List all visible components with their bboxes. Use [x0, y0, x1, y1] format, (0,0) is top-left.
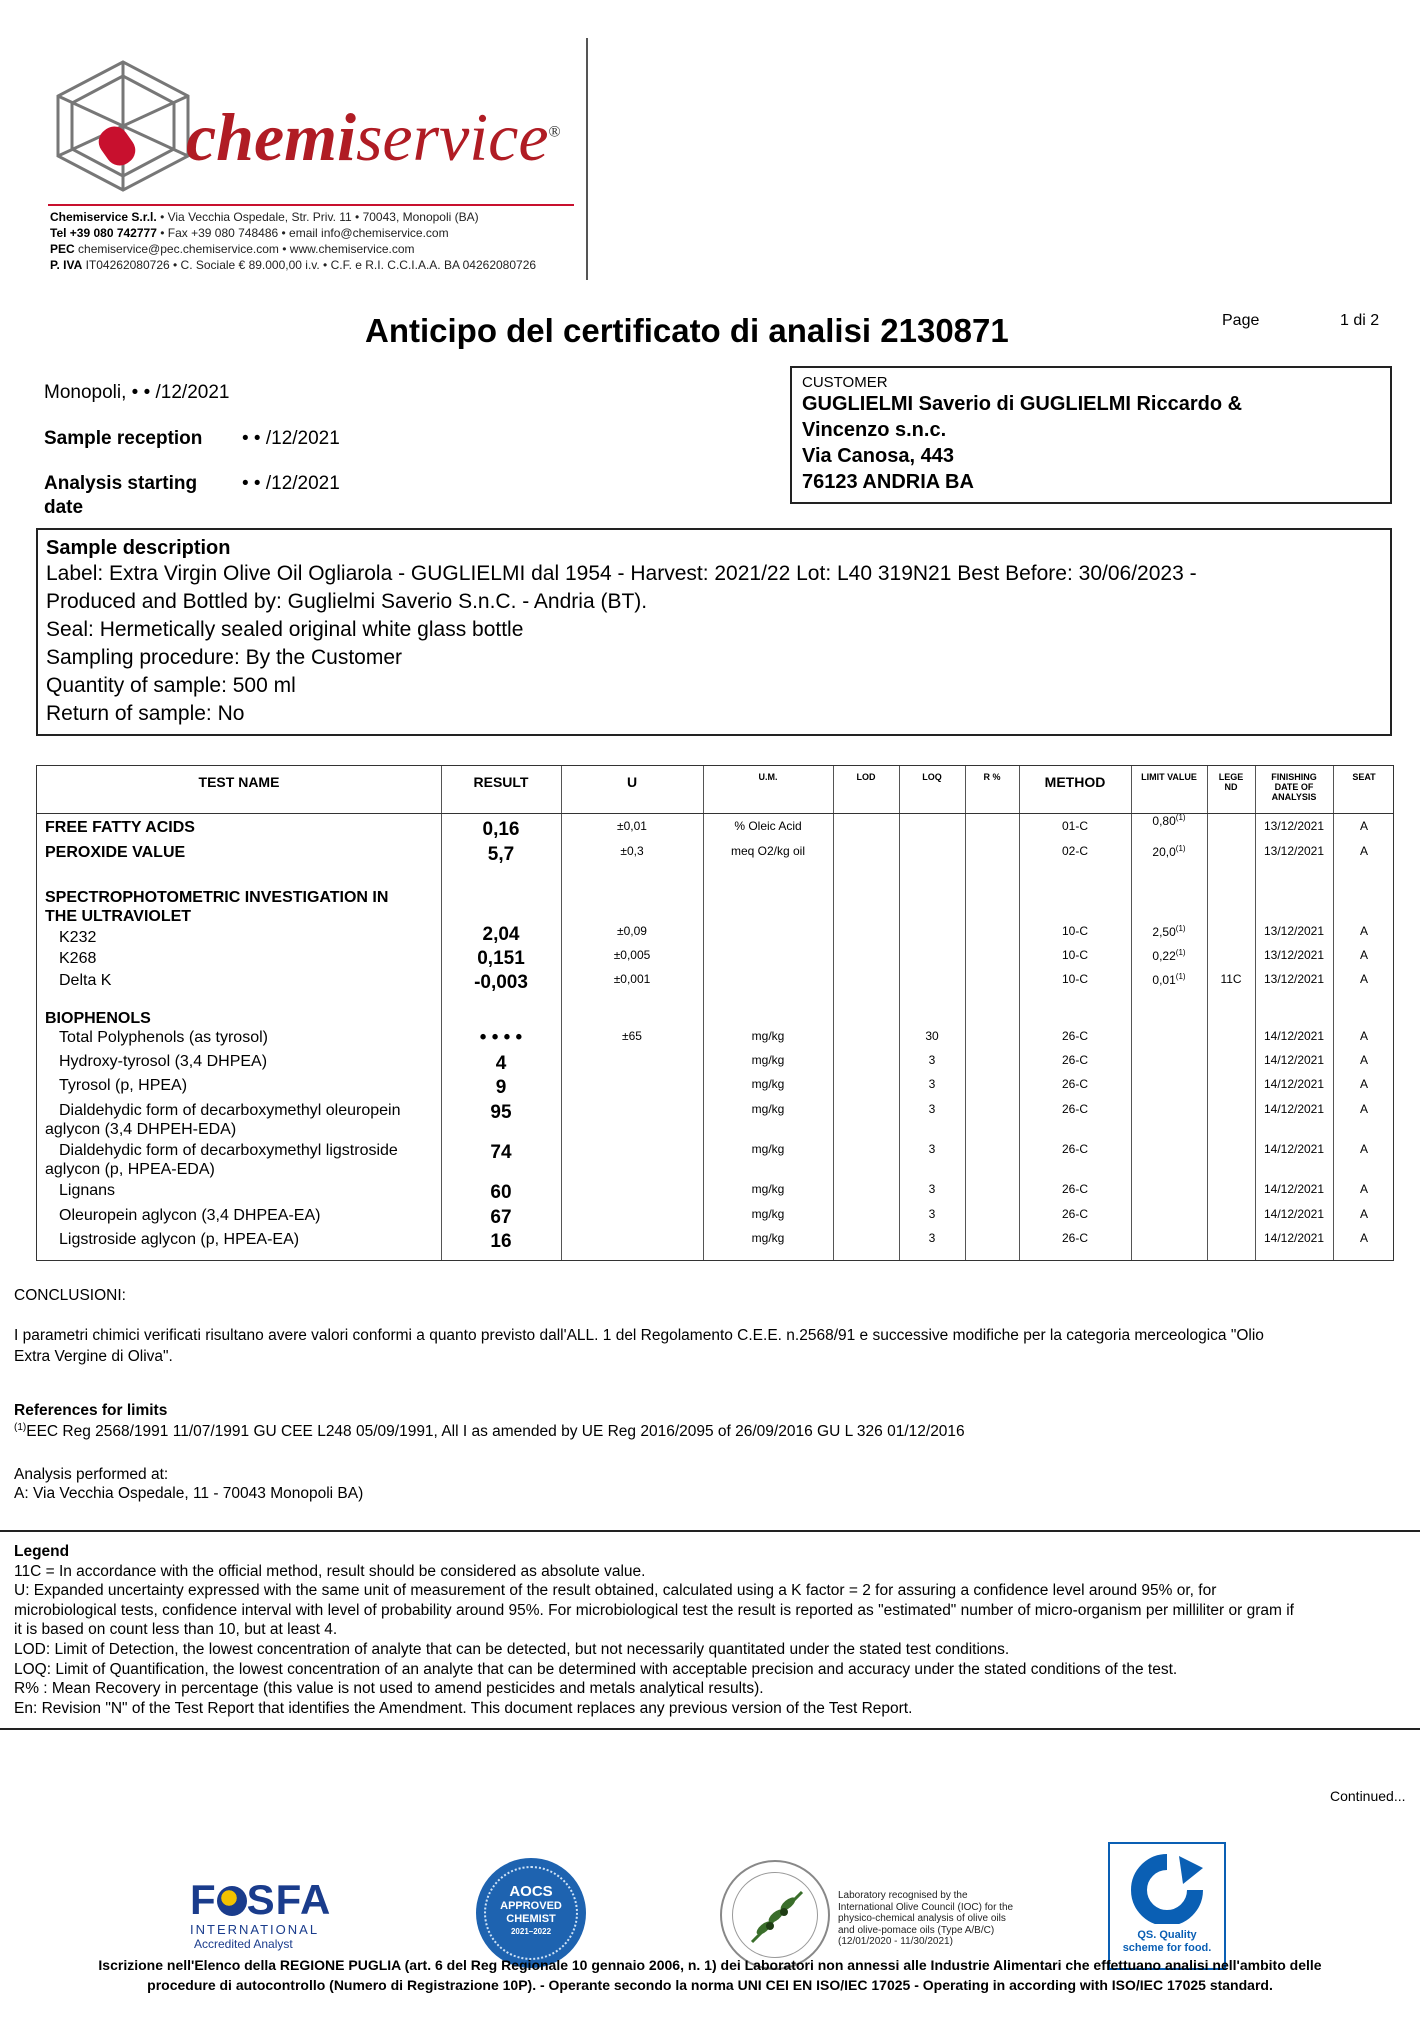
row-seat: A — [1359, 1231, 1368, 1245]
company-letterhead — [48, 38, 588, 278]
legend-line: En: Revision "N" of the Test Report that identifies the Amendment. This document replaces any previous version of the Test Report. — [14, 1699, 913, 1717]
sample-description-heading: Sample description — [46, 537, 231, 559]
ioc-recognition-text: Laboratory recognised by the International Olive Council (IOC) for the physico-chemical analysis of olive oils and olive-pomace oils (Type A/B/C) (12/01/2020 - 11/30/2021) — [838, 1890, 1014, 1948]
row-result: -0,003 — [474, 972, 528, 993]
customer-box — [790, 366, 1392, 504]
qs-quality-logo: QS. Quality scheme for food. — [1108, 1842, 1226, 1970]
customer-line: Via Canosa, 443 — [802, 445, 954, 467]
row-result: 0,16 — [482, 819, 520, 840]
row-seat: A — [1359, 1207, 1368, 1221]
row-um: meq O2/kg oil — [730, 844, 806, 858]
row-uncertainty: ±65 — [622, 1029, 642, 1043]
row-method: 02-C — [1061, 844, 1088, 858]
row-limit: 2,50$^{(1)}$ — [1152, 924, 1186, 939]
sample-description-line: Sampling procedure: By the Customer — [46, 646, 403, 669]
row-test-name: Dialdehydic form of decarboxymethyl oleuropein — [59, 1102, 401, 1119]
row-test-name: PEROXIDE VALUE — [45, 844, 186, 861]
row-loq: 3 — [928, 1231, 936, 1245]
row-loq: 30 — [925, 1029, 939, 1043]
legend-heading: Legend — [14, 1543, 70, 1560]
row-uncertainty: ±0,01 — [617, 819, 647, 833]
customer-line: Vincenzo s.n.c. — [802, 419, 947, 441]
legend-box — [0, 1530, 1420, 1730]
row-loq: 3 — [928, 1102, 936, 1116]
row-um: mg/kg — [751, 1053, 785, 1067]
group-biophenols: BIOPHENOLS — [45, 1010, 151, 1027]
row-um: mg/kg — [751, 1207, 785, 1221]
customer-line: GUGLIELMI Saverio di GUGLIELMI Riccardo & — [802, 393, 1243, 415]
company-address-line: Chemiservice S.r.l. • Via Vecchia Ospedale, Str. Priv. 11 • 70043, Monopoli (BA) — [50, 210, 479, 224]
row-method: 26-C — [1061, 1142, 1088, 1156]
sample-description-line: Quantity of sample: 500 ml — [46, 674, 296, 697]
row-um: mg/kg — [751, 1182, 785, 1196]
row-legend: 11C — [1220, 972, 1242, 986]
row-limit: 0,22$^{(1)}$ — [1152, 948, 1186, 963]
row-result: 9 — [495, 1077, 507, 1098]
header-lod: LOD — [856, 772, 876, 782]
header-uncertainty: U — [626, 774, 638, 790]
analysis-start-label: Analysis starting — [44, 473, 198, 494]
row-date: 13/12/2021 — [1263, 844, 1325, 858]
legend-line: U: Expanded uncertainty expressed with the same unit of measurement of the result obtained, calculated using a K factor = 2 for assuring a confidence level around 95% or, for — [14, 1582, 1217, 1600]
conclusions-heading: CONCLUSIONI: — [14, 1287, 126, 1304]
row-method: 10-C — [1061, 948, 1088, 962]
sample-description-box — [36, 528, 1392, 736]
row-date: 13/12/2021 — [1263, 972, 1325, 986]
row-result: 95 — [490, 1102, 512, 1123]
row-seat: A — [1359, 924, 1368, 938]
sample-description-line: Return of sample: No — [46, 702, 245, 725]
row-test-name: Oleuropein aglycon (3,4 DHPEA-EA) — [59, 1207, 321, 1224]
header-finishing-date: FINISHING DATE OF ANALYSIS — [1271, 772, 1317, 802]
row-seat: A — [1359, 844, 1368, 858]
row-date: 14/12/2021 — [1263, 1102, 1325, 1116]
row-seat: A — [1359, 1182, 1368, 1196]
row-um: mg/kg — [751, 1077, 785, 1091]
row-test-name: Total Polyphenols (as tyrosol) — [59, 1029, 268, 1046]
row-result: 60 — [490, 1182, 512, 1203]
sample-reception-label: Sample reception — [44, 428, 203, 449]
row-um: mg/kg — [751, 1029, 785, 1043]
row-seat: A — [1359, 1029, 1368, 1043]
sample-description-line: Seal: Hermetically sealed original white glass bottle — [46, 618, 524, 641]
row-loq: 3 — [928, 1053, 936, 1067]
row-date: 13/12/2021 — [1263, 948, 1325, 962]
legend-line: LOQ: Limit of Quantification, the lowest concentration of an analyte that can be determined with acceptable precision and accuracy under the stated conditions of the test. — [14, 1660, 1178, 1678]
sample-description-line: Label: Extra Virgin Olive Oil Ogliarola - GUGLIELMI dal 1954 - Harvest: 2021/22 Lot: L40 319N21 Best Before: 30/06/2023 - — [46, 562, 1197, 585]
sample-description-line: Produced and Bottled by: Guglielmi Saverio S.n.C. - Andria (BT). — [46, 590, 648, 613]
row-date: 14/12/2021 — [1263, 1182, 1325, 1196]
page-label: Page — [1222, 312, 1260, 329]
page-footer — [0, 1955, 1420, 1995]
analysis-start-label-cont: date — [44, 497, 84, 518]
company-contact-line: Tel +39 080 742777 • Fax +39 080 748486 • email info@chemiservice.com — [50, 226, 449, 240]
row-method: 26-C — [1061, 1182, 1088, 1196]
row-date: 14/12/2021 — [1263, 1231, 1325, 1245]
header-limit-value: LIMIT VALUE — [1141, 772, 1197, 782]
row-loq: 3 — [928, 1207, 936, 1221]
header-recovery: R % — [983, 772, 1001, 782]
row-result: 2,04 — [482, 924, 520, 945]
row-result: • • • • — [479, 1027, 523, 1048]
row-method: 26-C — [1061, 1207, 1088, 1221]
customer-line: 76123 ANDRIA BA — [802, 471, 974, 493]
header-method: METHOD — [1044, 774, 1106, 790]
row-seat: A — [1359, 948, 1368, 962]
customer-caption: CUSTOMER — [802, 374, 888, 391]
sample-reception-value: • • /12/2021 — [242, 428, 340, 449]
row-method: 26-C — [1061, 1053, 1088, 1067]
row-result: 0,151 — [477, 948, 525, 969]
logo-wordmark: chemiservice® — [186, 99, 561, 175]
group-spectro: SPECTROPHOTOMETRIC INVESTIGATION IN — [45, 889, 389, 906]
header-legend: LEGE ND — [1218, 772, 1244, 792]
row-limit: 20,0$^{(1)}$ — [1152, 844, 1186, 859]
references-heading: References for limits — [14, 1402, 168, 1419]
header-red-rule — [48, 204, 574, 206]
row-method: 26-C — [1061, 1029, 1088, 1043]
group-spectro-cont: THE ULTRAVIOLET — [45, 908, 192, 925]
row-test-name: FREE FATTY ACIDS — [45, 819, 195, 836]
analysis-start-value: • • /12/2021 — [242, 473, 340, 494]
row-date: 14/12/2021 — [1263, 1207, 1325, 1221]
row-um: mg/kg — [751, 1102, 785, 1116]
ioc-seal-icon — [720, 1860, 830, 1970]
legend-line: LOD: Limit of Detection, the lowest concentration of analyte that can be detected, but not necessarily quantitated under the stated test conditions. — [14, 1640, 1010, 1658]
header-test-name: TEST NAME — [198, 774, 280, 790]
row-result: 5,7 — [487, 844, 515, 865]
header-result: RESULT — [473, 774, 529, 790]
row-method: 10-C — [1061, 924, 1088, 938]
legend-line: R% : Mean Recovery in percentage (this value is not used to amend pesticides and metals analytical results). — [14, 1680, 764, 1698]
row-method: 01-C — [1061, 819, 1088, 833]
row-date: 14/12/2021 — [1263, 1029, 1325, 1043]
row-test-name: Tyrosol (p, HPEA) — [59, 1077, 188, 1094]
row-limit: 0,80$^{(1)}$ — [1152, 813, 1186, 828]
row-result: 4 — [495, 1053, 507, 1074]
legend-line: it is based on count less than 10, but at least 4. — [14, 1621, 338, 1639]
row-result: 67 — [490, 1207, 512, 1228]
footer-line: Iscrizione nell'Elenco della REGIONE PUGLIA (art. 6 del Reg Regionale 10 gennaio 2006, n. 1) dei Laboratori non annessi alle Industrie Alimentari che effettuano analisi nell'ambito delle — [98, 1957, 1322, 1973]
row-date: 13/12/2021 — [1263, 819, 1325, 833]
row-method: 10-C — [1061, 972, 1088, 986]
fosfa-logo: F SFA INTERNATIONAL Accredited Analyst — [190, 1876, 332, 1951]
performed-heading: Analysis performed at: — [14, 1466, 169, 1483]
row-seat: A — [1359, 1102, 1368, 1116]
row-test-name: Ligstroside aglycon (p, HPEA-EA) — [59, 1231, 300, 1248]
row-um: % Oleic Acid — [734, 819, 802, 833]
references-text: $^{(1)}$EEC Reg 2568/1991 11/07/1991 GU CEE L248 05/09/1991, All I as amended by UE Reg 2016/2095 of 26/09/2016 GU L 326 01/12/2016 — [14, 1422, 965, 1441]
row-loq: 3 — [928, 1077, 936, 1091]
performed-text: A: Via Vecchia Ospedale, 11 - 70043 Monopoli BA) — [14, 1485, 364, 1502]
row-date: 13/12/2021 — [1263, 924, 1325, 938]
row-seat: A — [1359, 1142, 1368, 1156]
results-table — [36, 765, 1394, 1261]
header-um: U.M. — [758, 772, 778, 782]
globe-icon — [217, 1886, 247, 1916]
row-um: mg/kg — [751, 1142, 785, 1156]
row-date: 14/12/2021 — [1263, 1077, 1325, 1091]
row-method: 26-C — [1061, 1077, 1088, 1091]
company-web-line: PEC chemiservice@pec.chemiservice.com • www.chemiservice.com — [50, 242, 415, 256]
row-test-name-cont: aglycon (p, HPEA-EDA) — [45, 1161, 215, 1178]
header-divider — [586, 38, 588, 280]
row-method: 26-C — [1061, 1102, 1088, 1116]
page-title: Anticipo del certificato di analisi 2130871 — [365, 312, 1009, 349]
row-loq: 3 — [928, 1182, 936, 1196]
row-test-name-cont: aglycon (3,4 DHPEH-EDA) — [45, 1121, 237, 1138]
row-result: 74 — [490, 1142, 512, 1163]
aocs-approved-chemist-badge: AOCS APPROVED CHEMIST 2021–2022 — [476, 1858, 586, 1968]
row-loq: 3 — [928, 1142, 936, 1156]
row-seat: A — [1359, 1053, 1368, 1067]
row-test-name: K232 — [59, 929, 97, 946]
header-seat: SEAT — [1352, 772, 1376, 782]
conclusions-text-cont: Extra Vergine di Oliva". — [14, 1348, 173, 1365]
conclusions-text: I parametri chimici verificati risultano avere valori conformi a quanto previsto dall'ALL. 1 del Regolamento C.E.E. n.2568/91 e successive modifiche per la categoria merceologica "Olio — [14, 1327, 1264, 1344]
row-test-name: Dialdehydic form of decarboxymethyl ligstroside — [59, 1142, 398, 1159]
footer-line: procedure di autocontrollo (Numero di Registrazione 10P). - Operante secondo la norma UNI CEI EN ISO/IEC 17025 - Operating in according with ISO/IEC 17025 standard. — [147, 1977, 1273, 1993]
row-test-name: Lignans — [59, 1182, 116, 1199]
row-seat: A — [1359, 972, 1368, 986]
row-result: 16 — [490, 1231, 512, 1252]
row-test-name: Hydroxy-tyrosol (3,4 DHPEA) — [59, 1053, 268, 1070]
row-date: 14/12/2021 — [1263, 1053, 1325, 1067]
row-uncertainty: ±0,3 — [620, 844, 644, 858]
row-uncertainty: ±0,001 — [613, 972, 651, 986]
legend-line: 11C = In accordance with the official method, result should be considered as absolute value. — [14, 1562, 646, 1580]
page-number: 1 di 2 — [1340, 312, 1380, 329]
continued-note: Continued... — [1330, 1788, 1406, 1804]
header-loq: LOQ — [922, 772, 942, 782]
row-test-name: Delta K — [59, 972, 112, 989]
place-date: Monopoli, • • /12/2021 — [44, 382, 230, 403]
row-method: 26-C — [1061, 1231, 1088, 1245]
row-test-name: K268 — [59, 950, 97, 967]
legend-line: microbiological tests, confidence interval with level of probability around 95%. For microbiological test the result is reported as "estimated" number of micro-organism per milliliter or gram if — [14, 1601, 1294, 1619]
qs-arrow-icon — [1127, 1854, 1207, 1924]
row-date: 14/12/2021 — [1263, 1142, 1325, 1156]
row-um: mg/kg — [751, 1231, 785, 1245]
row-uncertainty: ±0,005 — [613, 948, 651, 962]
row-seat: A — [1359, 1077, 1368, 1091]
chemiservice-logo-icon — [48, 56, 198, 196]
row-uncertainty: ±0,09 — [617, 924, 647, 938]
row-limit: 0,01$^{(1)}$ — [1152, 972, 1186, 987]
row-seat: A — [1359, 819, 1368, 833]
company-tax-line: P. IVA IT04262080726 • C. Sociale € 89.000,00 i.v. • C.F. e R.I. C.C.I.A.A. BA 04262080726 — [50, 258, 537, 272]
